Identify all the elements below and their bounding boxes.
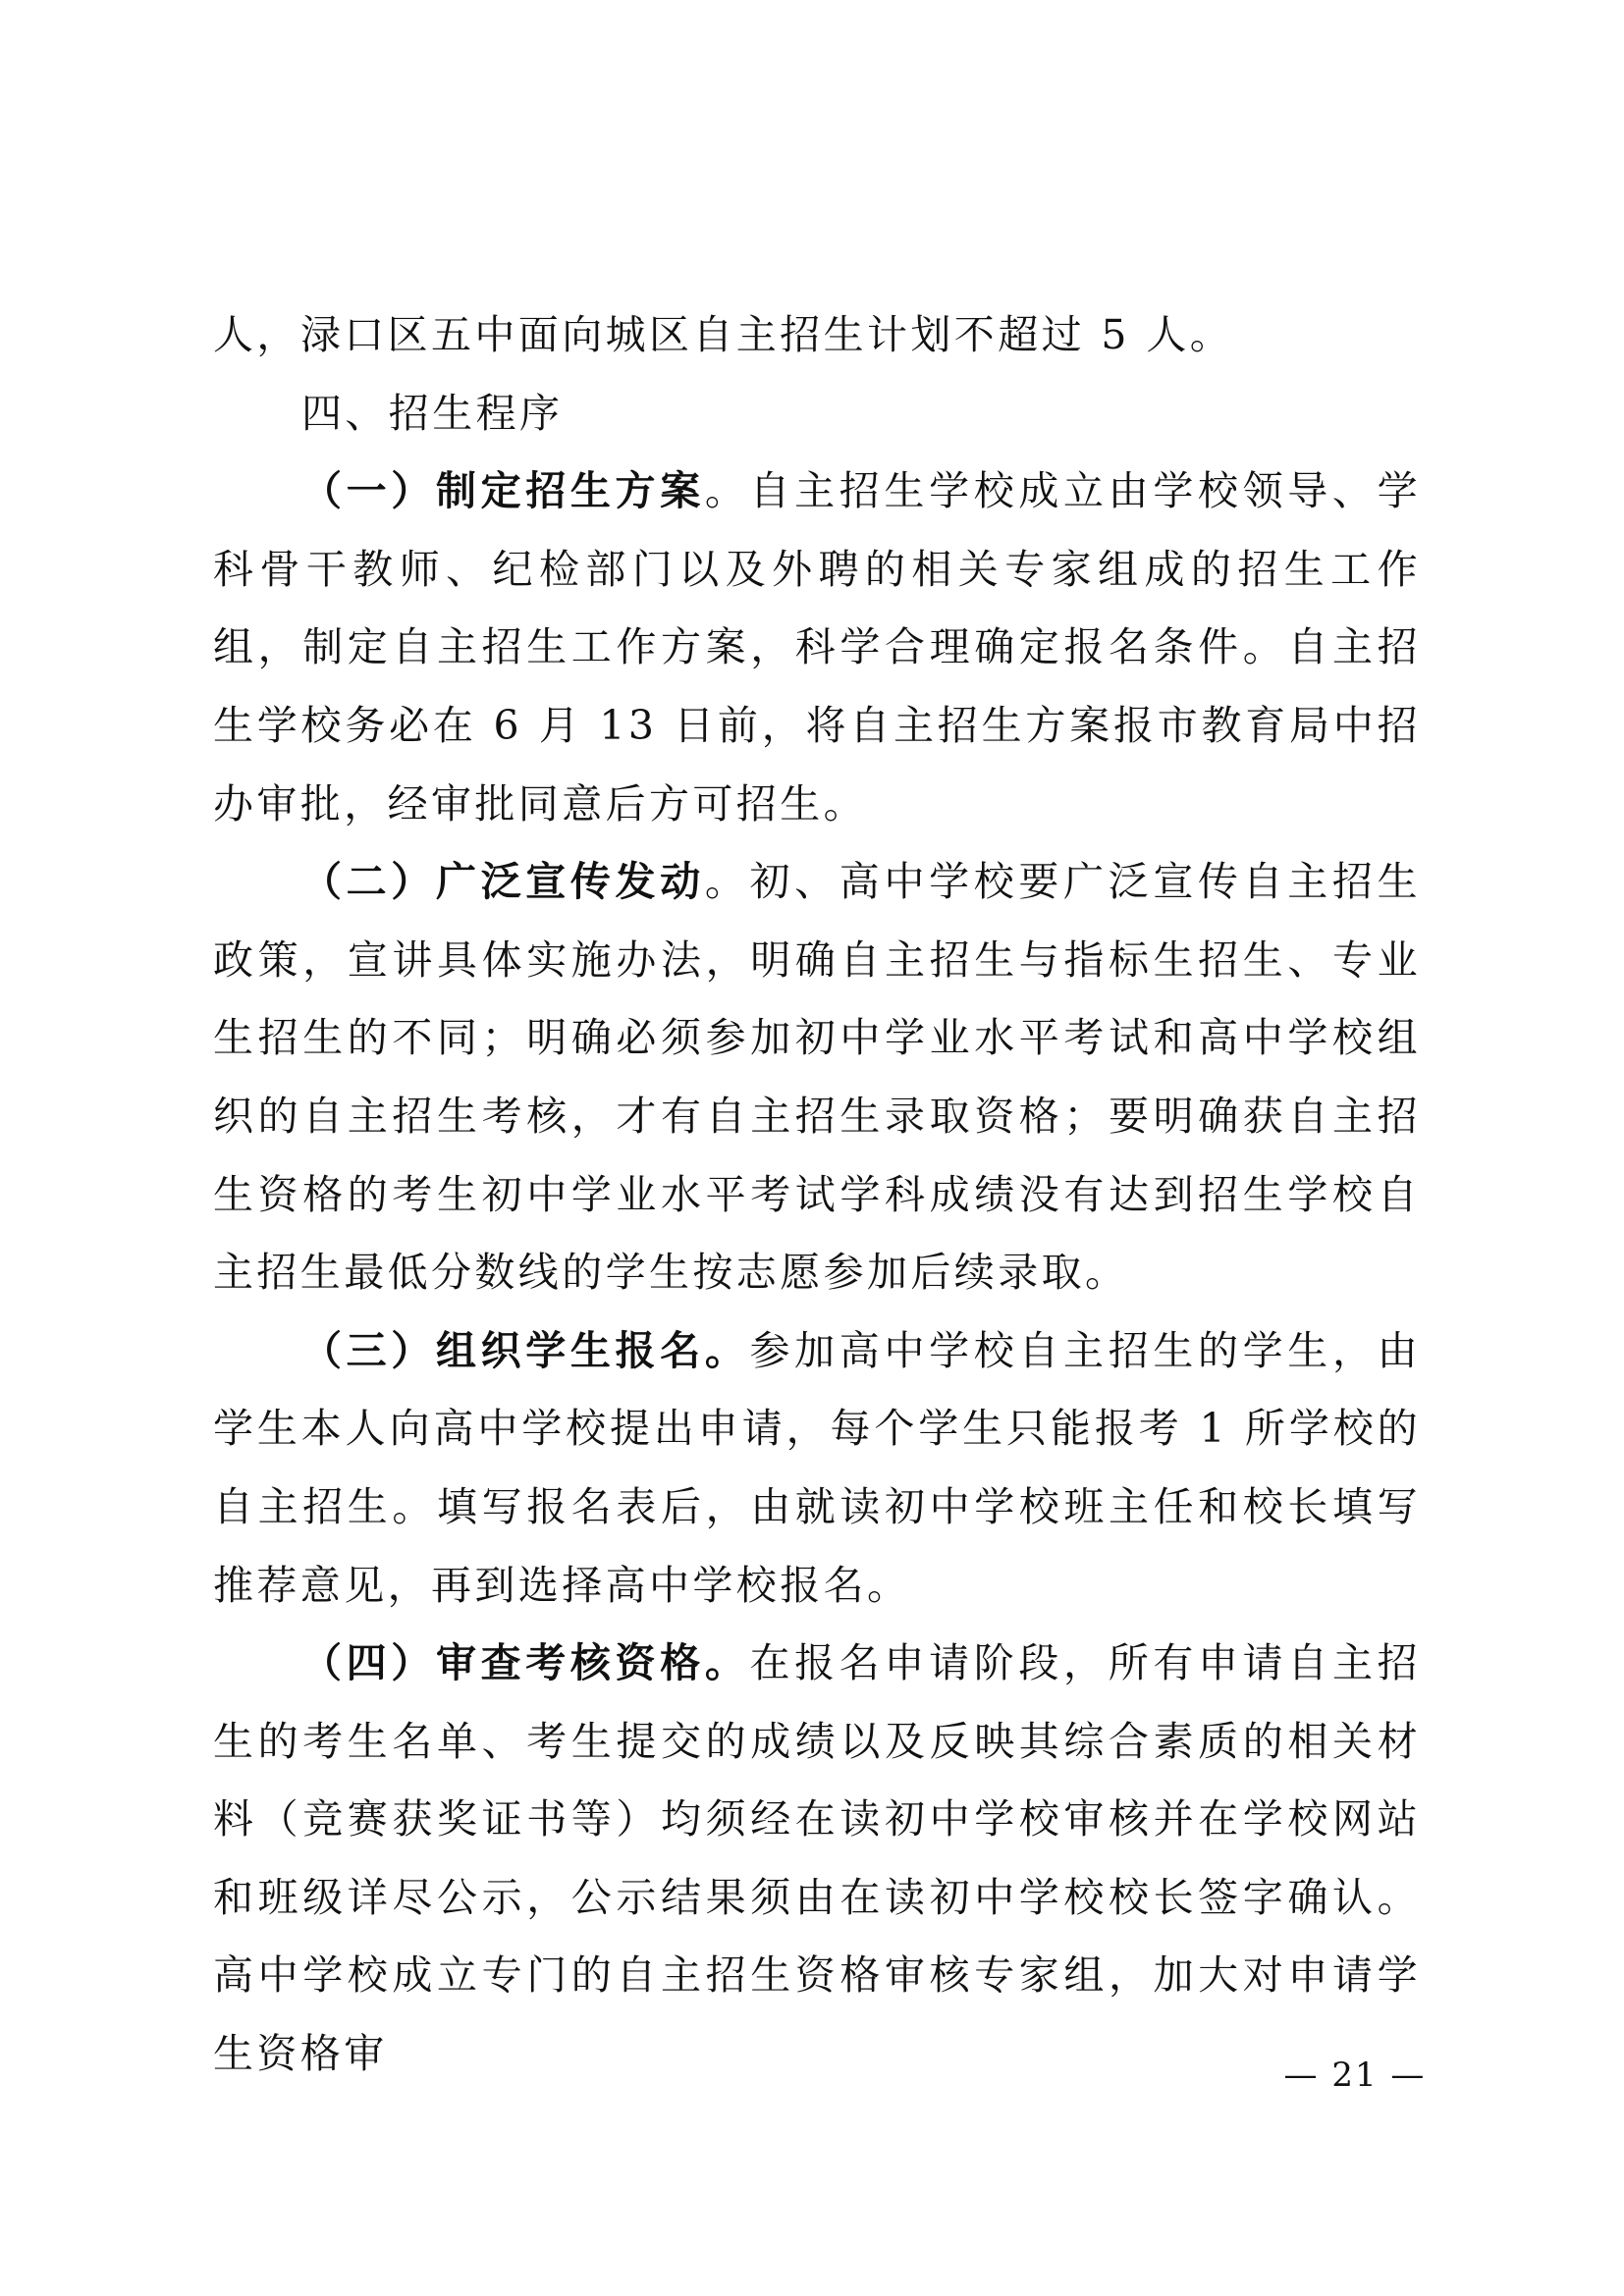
page-number: — 21 — xyxy=(1283,2056,1427,2095)
paragraph-text: 人，渌口区五中面向城区自主招生计划不超过 5 人。 xyxy=(213,311,1234,358)
document-body xyxy=(213,296,1421,2094)
paragraph-lead: （三）组织学生报名。 xyxy=(301,1326,750,1374)
paragraph-lead: （二）广泛宣传发动 xyxy=(301,858,705,906)
paragraph-text: 。自主招生学校成立由学校领导、学科骨干教师、纪检部门以及外聘的相关专家组成的招生工作组，制定自主招生工作方案，科学合理确定报名条件。自主招生学校务必在 6 月 13 日前，将自主招生方案报市教育局中招办审批，经审批同意后方可招生。 xyxy=(213,467,1421,828)
paragraph-lead: （四）审查考核资格。 xyxy=(301,1639,750,1687)
paragraph-qualification-review xyxy=(213,1625,1421,2094)
paragraph-publicity xyxy=(213,843,1421,1312)
paragraph-text: 在报名申请阶段，所有申请自主招生的考生名单、考生提交的成绩以及反映其综合素质的相关材料（竞赛获奖证书等）均须经在读初中学校审核并在学校网站和班级详尽公示，公示结果须由在读初中学校校长签字确认。高中学校成立专门的自主招生资格审核专家组，加大对申请学生资格审 xyxy=(213,1639,1421,2078)
paragraph-registration xyxy=(213,1312,1421,1625)
paragraph-continuation xyxy=(213,296,1421,375)
section-heading-text: 四、招生程序 xyxy=(301,389,564,437)
section-heading xyxy=(213,375,1421,454)
paragraph-lead: （一）制定招生方案 xyxy=(301,467,705,515)
paragraph-text: 参加高中学校自主招生的学生，由学生本人向高中学校提出申请，每个学生只能报考 1 所学校的自主招生。填写报名表后，由就读初中学校班主任和校长填写推荐意见，再到选择高中学校报名。 xyxy=(213,1326,1421,1609)
paragraph-text: 。初、高中学校要广泛宣传自主招生政策，宣讲具体实施办法，明确自主招生与指标生招生、专业生招生的不同；明确必须参加初中学业水平考试和高中学校组织的自主招生考核，才有自主招生录取资格；要明确获自主招生资格的考生初中学业水平考试学科成绩没有达到招生学校自主招生最低分数线的学生按志愿参加后续录取。 xyxy=(213,858,1421,1297)
paragraph-enrollment-plan xyxy=(213,453,1421,843)
